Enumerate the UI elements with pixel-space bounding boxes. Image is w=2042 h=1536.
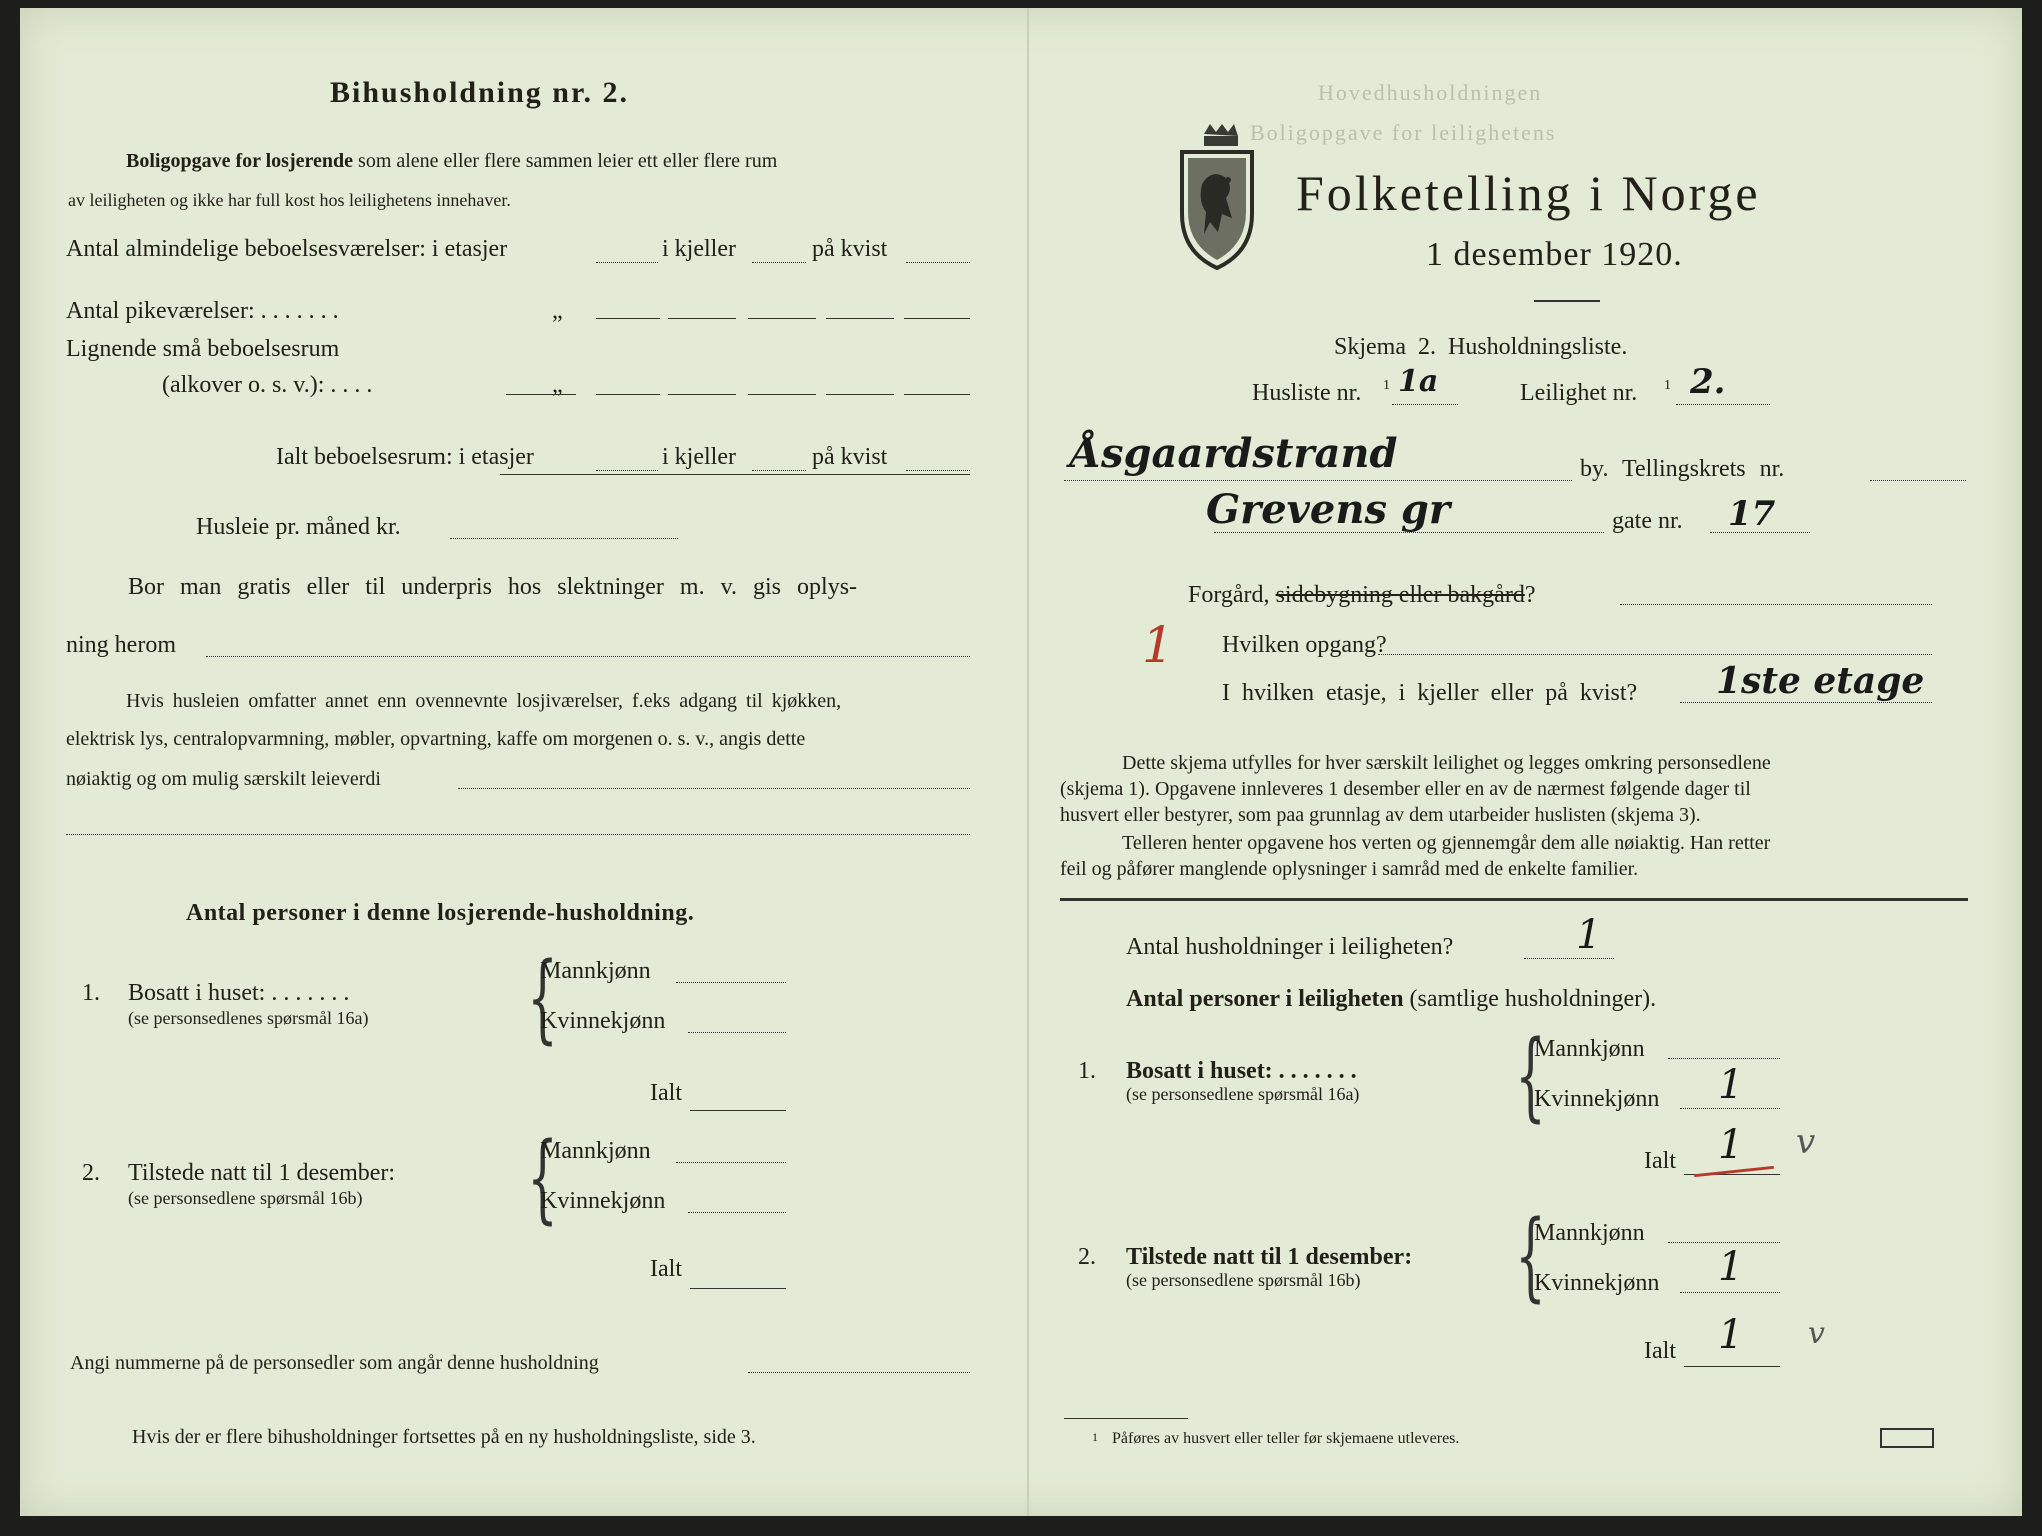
left-q2-kvinne-label: Kvinnekjønn (540, 1188, 666, 1214)
leieverdi-field-2[interactable] (66, 834, 970, 835)
leilighet-label: Leilighet nr. (1520, 380, 1638, 406)
note-line-1: Hvis husleien omfatter annet enn ovennevnte losjiværelser, f.eks adgang til kjøkken, (126, 690, 842, 712)
opgang-label: Hvilken opgang? (1222, 632, 1387, 658)
opgang-field[interactable] (1378, 654, 1932, 655)
right-q2-ialt-value[interactable]: 1 (1718, 1312, 1744, 1358)
right-persons-title-bold: Antal personer i leiligheten (1126, 986, 1404, 1012)
page-fold (1027, 8, 1029, 1516)
by-tellingskrets-label: by. Tellingskrets nr. (1580, 456, 1785, 482)
right-q2-kvinne-field (1680, 1292, 1780, 1293)
instr-line-5: feil og påfører manglende oplysninger i samråd med de enkelte familier. (1060, 858, 1639, 880)
left-q2-ialt-label: Ialt (650, 1256, 682, 1282)
forgaard-word: Forgård, (1188, 582, 1270, 608)
forgaard-strike: sidebygning eller bakgård (1275, 582, 1525, 608)
lignende-label-1: Lignende små beboelsesrum (66, 336, 340, 362)
schema-label: Skjema 2. Husholdningsliste. (1334, 334, 1628, 360)
alm-kvist-label: på kvist (812, 236, 888, 262)
forgaard-field[interactable] (1620, 604, 1932, 605)
right-q2-kvinne-value[interactable]: 1 (1718, 1244, 1744, 1290)
right-q1-brace: { (1515, 1020, 1546, 1132)
etasje-field (1680, 702, 1932, 703)
alm-kjeller-label: i kjeller (662, 236, 736, 262)
alm-kvist-field[interactable] (906, 262, 970, 263)
street-value[interactable]: Grevens gr (1206, 486, 1450, 533)
antal-hush-label: Antal husholdninger i leiligheten? (1126, 934, 1454, 960)
gratis-line-1: Bor man gratis eller til underpris hos slektninger m. v. gis oplys- (128, 574, 858, 600)
street-field (1214, 532, 1604, 533)
faded-heading-2: Boligopgave for leilighetens (1250, 120, 1557, 145)
lignende-field-2[interactable] (668, 394, 736, 395)
printer-stamp (1880, 1428, 1934, 1448)
lignende-label-2: (alkover o. s. v.): . . . . (162, 372, 373, 398)
instr-line-1: Dette skjema utfylles for hver særskilt leilighet og legges omkring personsedlene (1122, 752, 1771, 774)
right-persons-title (1126, 986, 1656, 1013)
intro-line-2: av leiligheten og ikke har full kost hos leilighetens innehaver. (68, 190, 511, 210)
left-q2-mann-label: Mannkjønn (540, 1138, 651, 1164)
gratis-line-2: ning herom (66, 632, 176, 658)
right-q1-label: Bosatt i huset: . . . . . . . (1126, 1058, 1357, 1084)
right-persons-title-rest: (samtlige husholdninger). (1403, 986, 1657, 1012)
right-q2-check-mark: v (1808, 1316, 1825, 1351)
left-q2-ialt-field[interactable] (690, 1288, 786, 1289)
lignende-quote: „ (552, 372, 563, 398)
lignende-field-4[interactable] (826, 394, 894, 395)
ialt-kvist-label: på kvist (812, 444, 888, 470)
ialt-rum-underline (500, 474, 970, 475)
husliste-label: Husliste nr. (1252, 380, 1362, 406)
right-q1-mann-label: Mannkjønn (1534, 1036, 1645, 1062)
lignende-field-5[interactable] (904, 394, 970, 395)
left-q1-ialt-field[interactable] (690, 1110, 786, 1111)
note-line-2: elektrisk lys, centralopvarmning, møbler, opvartning, kaffe om morgenen o. s. v., angis dette (66, 728, 806, 750)
intro-bold: Boligopgave for losjerende (126, 150, 354, 172)
left-q2-kvinne-field[interactable] (688, 1212, 786, 1213)
footnote-text: Påføres av husvert eller teller før skjemaene utleveres. (1112, 1430, 1460, 1447)
alm-etasjer-field[interactable] (596, 262, 658, 263)
title-rule (1534, 300, 1600, 302)
note-line-3: nøiaktig og om mulig særskilt leieverdi (66, 768, 381, 790)
right-q2-brace: { (1515, 1200, 1546, 1312)
city-value[interactable]: Åsgaardstrand (1070, 430, 1398, 477)
antal-hush-field (1524, 958, 1614, 959)
lignende-field-3[interactable] (748, 394, 816, 395)
intro-rest: som alene eller flere sammen leier ett eller flere rum (353, 150, 778, 172)
right-q2-mann-field[interactable] (1668, 1242, 1780, 1243)
forgaard-q: ? (1524, 582, 1536, 608)
pike-quote: „ (552, 298, 563, 324)
pike-label: Antal pikeværelser: . . . . . . . (66, 298, 339, 324)
etasje-value[interactable]: 1ste etage (1716, 660, 1925, 702)
husliste-footnote-mark: 1 (1383, 378, 1390, 393)
left-q2-mann-field[interactable] (676, 1162, 786, 1163)
instr-line-3: husvert eller bestyrer, som paa grunnlag av dem utarbeider huslisten (skjema 3). (1060, 804, 1701, 826)
left-footer: Hvis der er flere bihusholdninger fortsettes på en ny husholdningsliste, side 3. (132, 1426, 756, 1448)
gate-field (1710, 532, 1810, 533)
pike-field-1[interactable] (596, 318, 660, 319)
right-q2-kvinne-label: Kvinnekjønn (1534, 1270, 1660, 1296)
antal-hush-value[interactable]: 1 (1576, 912, 1602, 958)
right-q1-ialt-label: Ialt (1644, 1148, 1676, 1174)
instr-rule (1060, 898, 1968, 901)
husliste-value[interactable]: 1a (1398, 364, 1439, 399)
alm-kjeller-field[interactable] (752, 262, 806, 263)
right-q2-label: Tilstede natt til 1 desember: (1126, 1244, 1413, 1270)
right-q2-mann-label: Mannkjønn (1534, 1220, 1645, 1246)
left-title: Bihusholdning nr. 2. (330, 76, 630, 109)
angi-label: Angi nummerne på de personsedler som angår denne husholdning (70, 1352, 599, 1374)
left-q2-label: Tilstede natt til 1 desember: (128, 1160, 396, 1186)
right-q1-ialt-value[interactable]: 1 (1718, 1122, 1744, 1168)
right-q2-ialt-label: Ialt (1644, 1338, 1676, 1364)
left-q1-ialt-label: Ialt (650, 1080, 682, 1106)
main-title: Folketelling i Norge (1296, 165, 1761, 221)
faded-heading-1: Hovedhusholdningen (1318, 80, 1543, 105)
right-q1-kvinne-field (1680, 1108, 1780, 1109)
left-q1-num: 1. (82, 980, 100, 1006)
norway-coat-of-arms-icon (1176, 122, 1258, 272)
ialt-rum-label: Ialt beboelsesrum: i etasjer (276, 444, 534, 470)
right-q1-kvinne-value[interactable]: 1 (1718, 1062, 1744, 1108)
left-q2-num: 2. (82, 1160, 100, 1186)
gratis-field[interactable] (206, 656, 970, 657)
left-q1-sub: (se personsedlenes spørsmål 16a) (128, 1008, 369, 1028)
gate-label: gate nr. (1612, 508, 1683, 534)
left-q1-mann-label: Mannkjønn (540, 958, 651, 984)
gate-value[interactable]: 17 (1728, 494, 1776, 534)
tellingskrets-field[interactable] (1870, 480, 1966, 481)
husliste-field (1392, 404, 1458, 405)
left-q1-kvinne-field[interactable] (688, 1032, 786, 1033)
angi-field[interactable] (748, 1372, 970, 1373)
right-q2-sub: (se personsedlene spørsmål 16b) (1126, 1270, 1361, 1290)
left-persons-title: Antal personer i denne losjerende-husholdning. (186, 900, 695, 926)
ialt-etasjer-field[interactable] (596, 470, 658, 471)
footnote-mark: 1 (1092, 1430, 1098, 1444)
right-q1-num: 1. (1078, 1058, 1096, 1084)
pike-field-3[interactable] (748, 318, 816, 319)
ialt-kvist-field[interactable] (906, 470, 970, 471)
right-q2-ialt-field (1684, 1366, 1780, 1367)
antal-alm-label: Antal almindelige beboelsesværelser: i etasjer (66, 236, 508, 262)
leieverdi-field[interactable] (458, 788, 970, 789)
husleie-label: Husleie pr. måned kr. (196, 514, 401, 540)
right-q1-mann-field[interactable] (1668, 1058, 1780, 1059)
left-q1-mann-field[interactable] (676, 982, 786, 983)
lignende-field-1[interactable] (596, 394, 660, 395)
left-q1-kvinne-label: Kvinnekjønn (540, 1008, 666, 1034)
ialt-kjeller-label: i kjeller (662, 444, 736, 470)
ialt-kjeller-field[interactable] (752, 470, 806, 471)
left-q1-brace: { (527, 942, 558, 1054)
lignende-field-0[interactable] (506, 394, 576, 395)
instr-line-2: (skjema 1). Opgavene innleveres 1 desember eller en av de nærmest følgende dager til (1060, 778, 1751, 800)
leilighet-field (1676, 404, 1770, 405)
left-q2-sub: (se personsedlene spørsmål 16b) (128, 1188, 363, 1208)
pike-field-2[interactable] (668, 318, 736, 319)
forgaard-label (1188, 582, 1535, 609)
left-q1-label: Bosatt i huset: . . . . . . . (128, 980, 350, 1006)
footnote-rule (1064, 1418, 1188, 1419)
pike-field-4[interactable] (826, 318, 894, 319)
right-q1-sub: (se personsedlene spørsmål 16a) (1126, 1084, 1360, 1104)
right-q1-kvinne-label: Kvinnekjønn (1534, 1086, 1660, 1112)
city-field (1064, 480, 1572, 481)
right-q1-check-mark: v (1796, 1122, 1816, 1162)
right-q2-num: 2. (1078, 1244, 1096, 1270)
husleie-field[interactable] (450, 538, 678, 539)
etasje-label: I hvilken etasje, i kjeller eller på kvist? (1222, 680, 1638, 706)
pike-field-5[interactable] (904, 318, 970, 319)
leilighet-value[interactable]: 2. (1690, 362, 1726, 402)
opgang-red-mark: 1 (1142, 616, 1174, 674)
census-date: 1 desember 1920. (1426, 236, 1683, 273)
intro-line-1 (126, 150, 777, 173)
leilighet-footnote-mark: 1 (1664, 378, 1671, 393)
instr-line-4: Telleren henter opgavene hos verten og gjennemgår dem alle nøiaktig. Han retter (1122, 832, 1771, 854)
left-q2-brace: { (527, 1122, 558, 1234)
